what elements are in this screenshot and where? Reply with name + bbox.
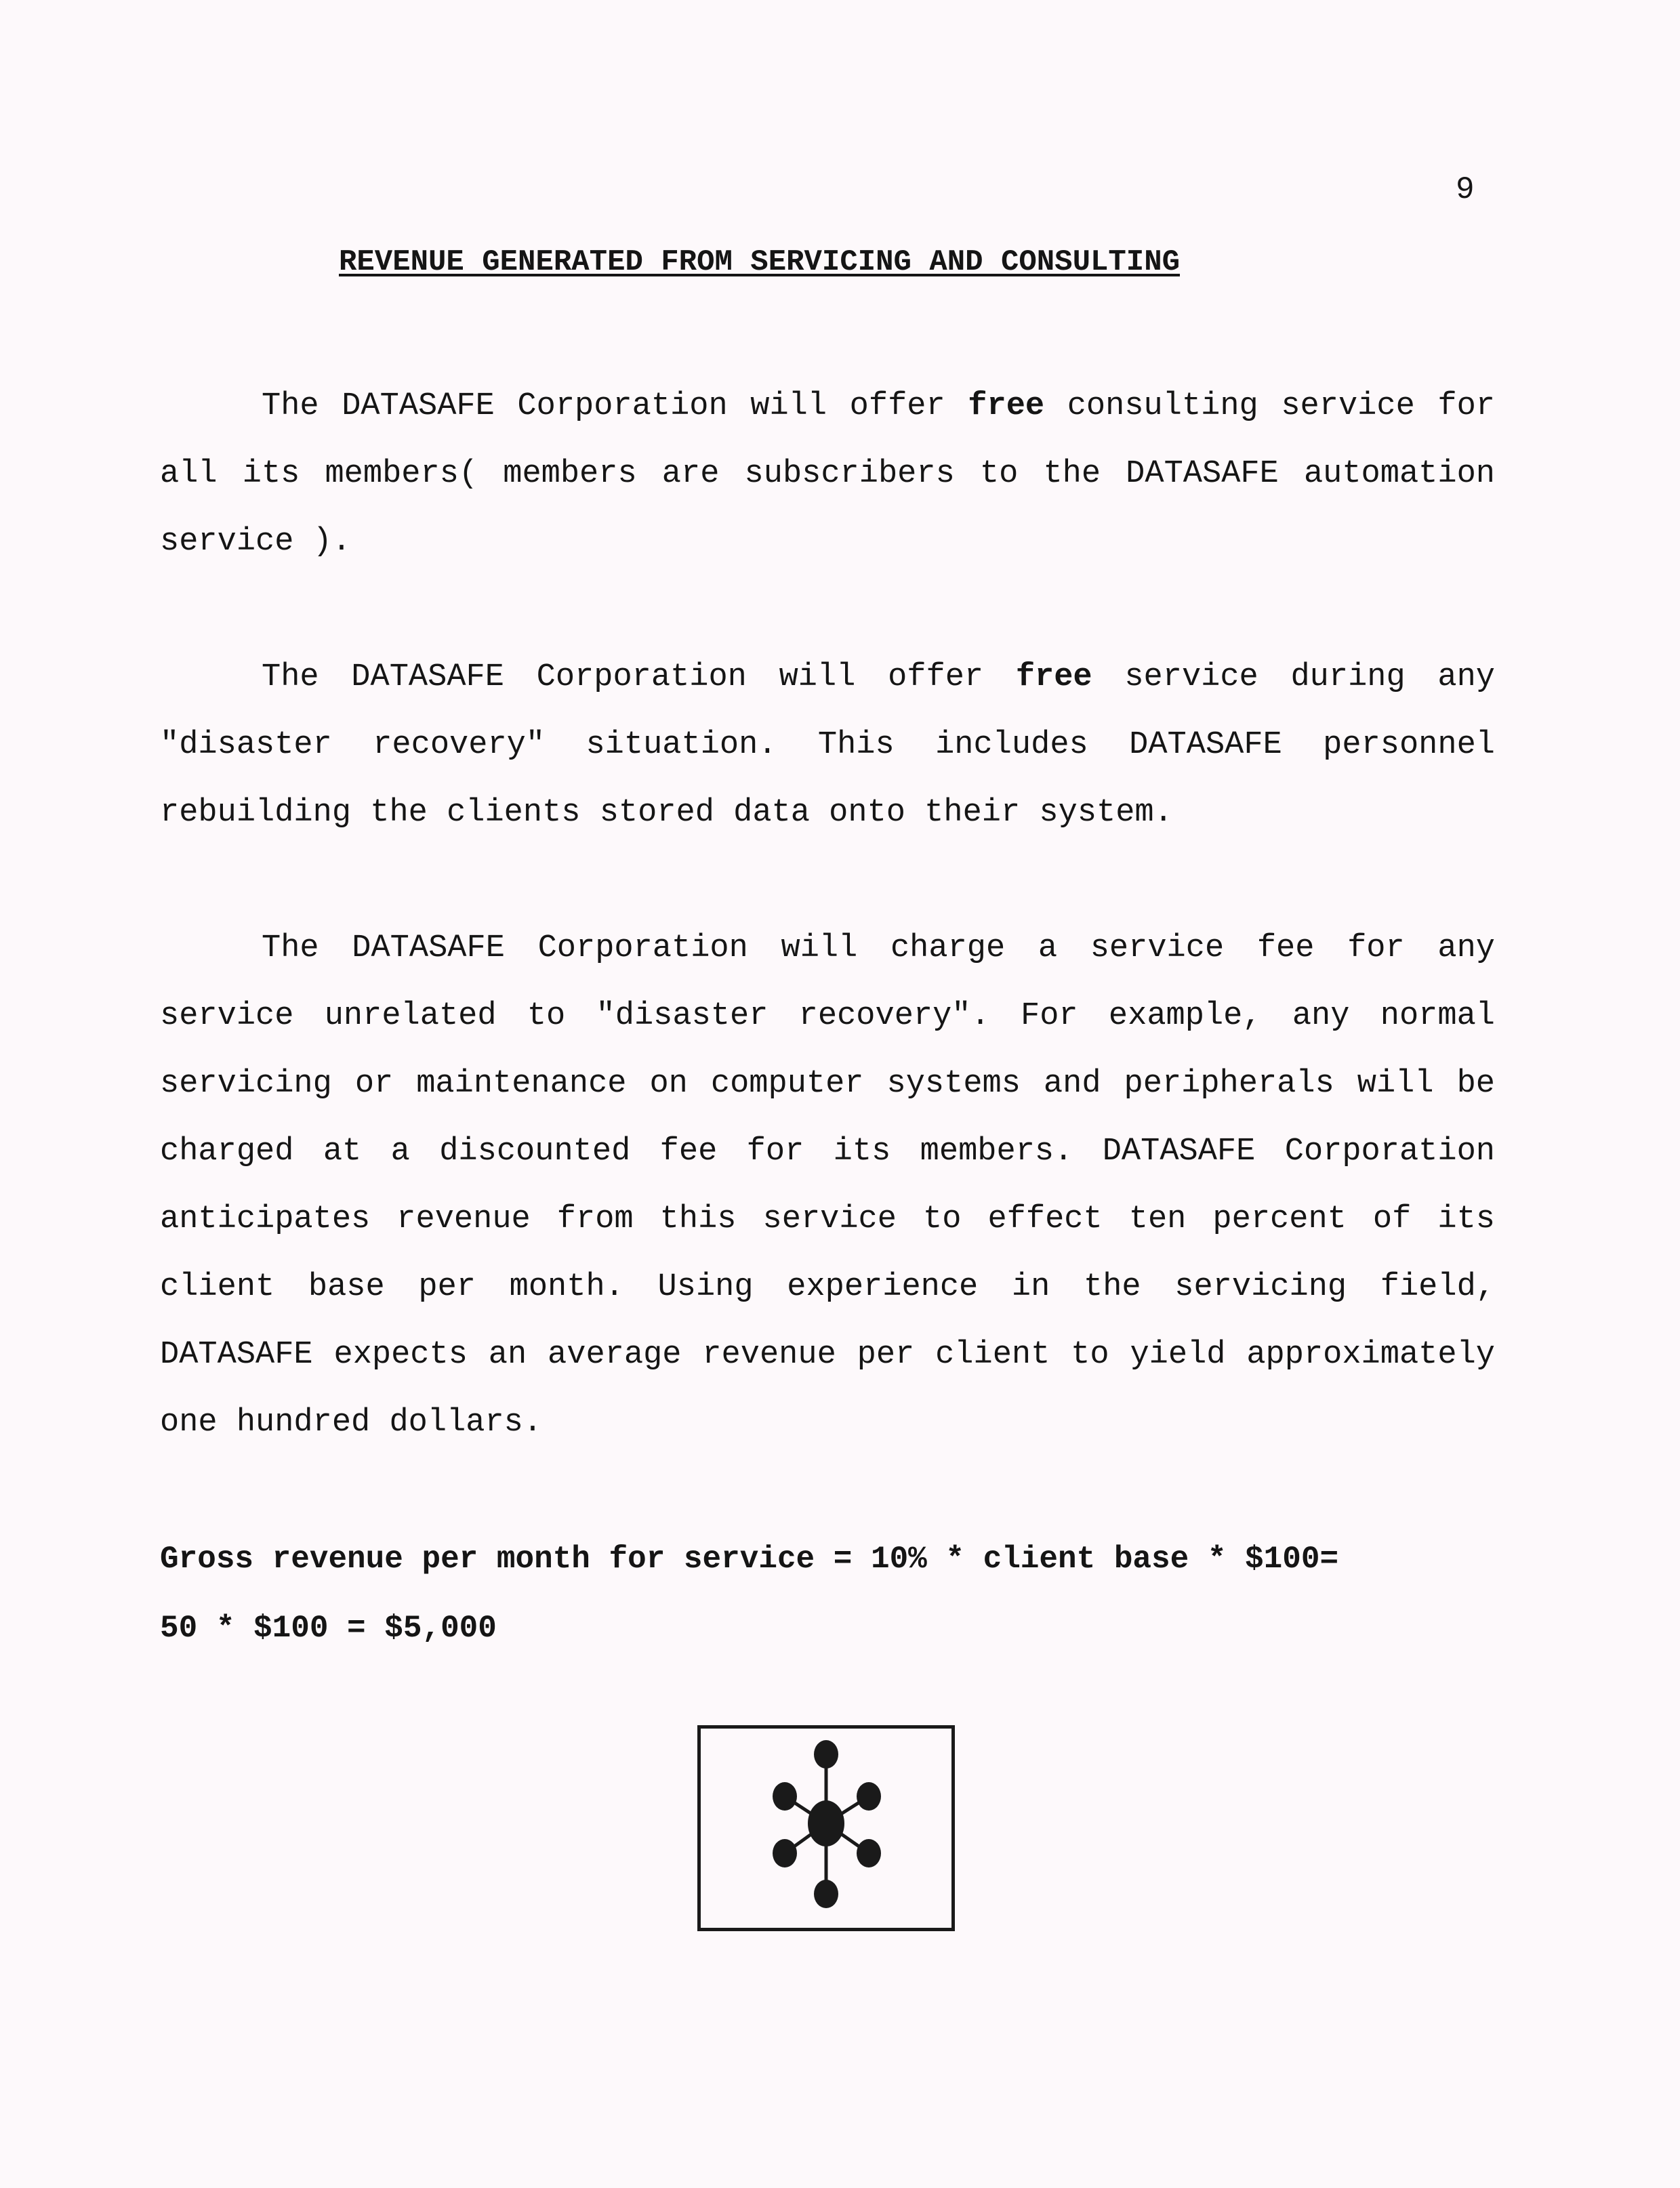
revenue-formula xyxy=(160,1525,1495,1663)
paragraph-disaster-text-2: service during any "disaster recovery" situation. This includes DATASAFE personnel rebuilding the clients stored data onto their system. xyxy=(160,659,1495,831)
paragraph-service-fee: The DATASAFE Corporation will charge a service fee for any service unrelated to "disaster recovery". For example, any normal servicing or maintenance on computer systems and peripherals will be charged at a discounted fee for its members. DATASAFE Corporation anticipates revenue from this service to effect ten percent of its client base per month. Using experience in the servicing field, DATASAFE expects an average revenue per client to yield approximately one hundred dollars. xyxy=(160,930,1495,1441)
section-heading: REVENUE GENERATED FROM SERVICING AND CONSULTING xyxy=(339,245,1181,279)
revenue-formula-line-2: 50 * $100 = $5,000 xyxy=(160,1611,497,1646)
logo-box xyxy=(697,1725,955,1931)
paragraph-consulting-text-2: consulting service for all its members( members are subscribers to the DATASAFE automation service ). xyxy=(160,388,1495,560)
paragraph-consulting-text-1: The DATASAFE Corporation will offer xyxy=(262,388,968,424)
revenue-formula-line-1: Gross revenue per month for service = 10% * client base * $100= xyxy=(160,1542,1339,1577)
paragraph-disaster-text-1: The DATASAFE Corporation will offer xyxy=(262,659,1016,695)
network-hub-icon xyxy=(701,1729,951,1928)
page-number: 9 xyxy=(1456,172,1475,207)
paragraph-disaster-emphasis: free xyxy=(1015,659,1092,695)
paragraph-disaster-recovery xyxy=(160,644,1495,847)
paragraph-consulting-emphasis: free xyxy=(968,388,1045,424)
paragraph-consulting xyxy=(160,373,1495,576)
